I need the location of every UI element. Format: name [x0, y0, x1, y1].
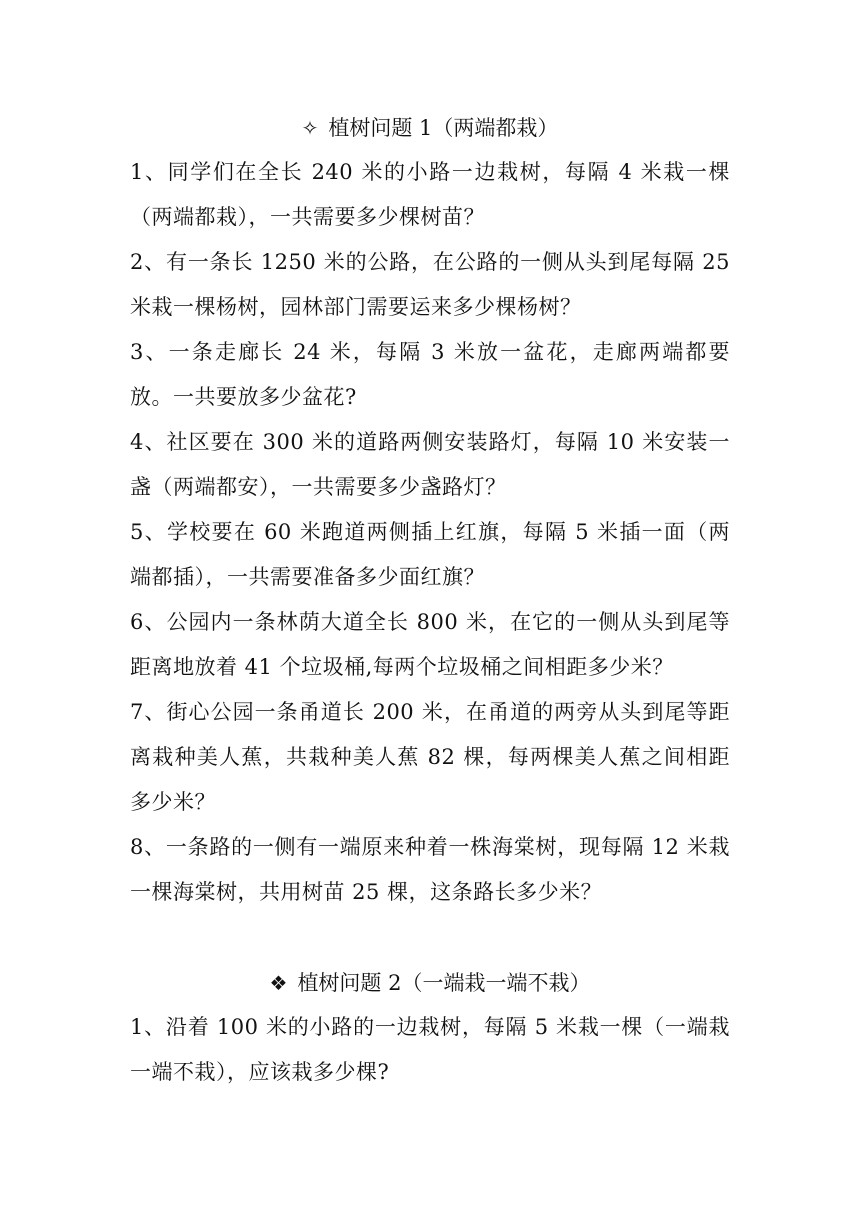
diamond-bullet-icon: ❖ — [269, 971, 288, 995]
section-title-text: 植树问题 2（一端栽一端不栽） — [297, 971, 591, 995]
section-title-2 — [0, 968, 860, 998]
problem-1-3: 3、一条走廊长 24 米，每隔 3 米放一盆花，走廊两端都要放。一共要放多少盆花? — [130, 340, 730, 409]
problem-1-4: 4、社区要在 300 米的道路两侧安装路灯，每隔 10 米安装一盏（两端都安），一共需要多少盏路灯？ — [130, 430, 730, 499]
problem-1-7: 7、街心公园一条甬道长 200 米，在甬道的两旁从头到尾等距离栽种美人蕉，共栽种美人蕉 82 棵，每两棵美人蕉之间相距多少米？ — [130, 700, 730, 814]
section-title-1 — [0, 113, 860, 143]
problem-1-2: 2、有一条长 1250 米的公路，在公路的一侧从头到尾每隔 25 米栽一棵杨树，园林部门需要运来多少棵杨树？ — [130, 250, 730, 319]
problem-1-5: 5、学校要在 60 米跑道两侧插上红旗，每隔 5 米插一面（两端都插），一共需要准备多少面红旗？ — [130, 520, 730, 589]
problem-1-8: 8、一条路的一侧有一端原来种着一株海棠树，现每隔 12 米栽一棵海棠树，共用树苗 25 棵，这条路长多少米？ — [130, 835, 730, 904]
section-title-text: 植树问题 1（两端都栽） — [328, 116, 559, 140]
problem-1-6: 6、公园内一条林荫大道全长 800 米，在它的一侧从头到尾等距离地放着 41 个垃圾桶,每两个垃圾桶之间相距多少米？ — [130, 610, 730, 679]
problem-2-1: 1、沿着 100 米的小路的一边栽树，每隔 5 米栽一棵（一端栽一端不栽），应该栽多少棵? — [130, 1015, 730, 1084]
problem-1-1: 1、同学们在全长 240 米的小路一边栽树，每隔 4 米栽一棵（两端都栽），一共需要多少棵树苗？ — [130, 160, 730, 229]
diamond-star-icon: ✧ — [301, 116, 319, 140]
